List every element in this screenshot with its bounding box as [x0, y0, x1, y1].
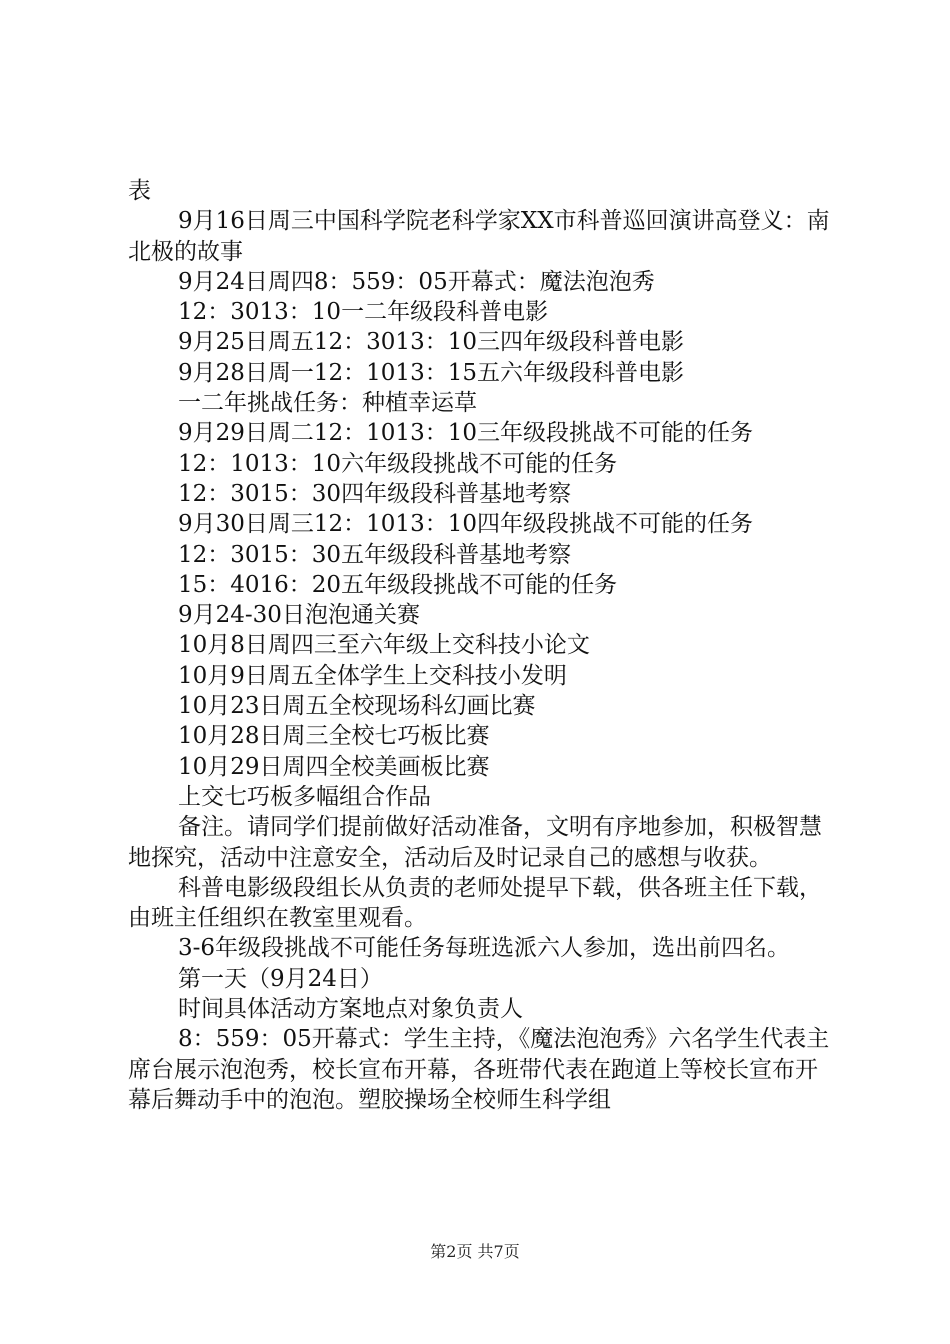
paragraph: 时间具体活动方案地点对象负责人: [178, 996, 523, 1023]
paragraph: 10月8日周四三至六年级上交科技小论文: [178, 632, 590, 659]
paragraph: 上交七巧板多幅组合作品: [178, 783, 431, 810]
paragraph: 9月30日周三12：1013：10四年级段挑战不可能的任务: [178, 511, 753, 538]
paragraph: 备注。请同学们提前做好活动准备，文明有序地参加，积极智慧地探究，活动中注意安全，活动后及时记录自己的感想与收获。: [128, 814, 822, 871]
paragraph: 10月29日周四全校美画板比赛: [178, 753, 490, 780]
document-body: [128, 176, 838, 1115]
paragraph: 8：559：05开幕式：学生主持，《魔法泡泡秀》六名学生代表主席台展示泡泡秀，校长宣布开幕，各班带代表在跑道上等校长宣布开幕后舞动手中的泡泡。塑胶操场全校师生科学组: [128, 1026, 830, 1113]
paragraph: 9月25日周五12：3013：10三四年级段科普电影: [178, 329, 684, 356]
paragraph: 10月23日周五全校现场科幻画比赛: [178, 693, 536, 720]
paragraph: 9月24-30日泡泡通关赛: [178, 602, 420, 629]
page-footer: 第2页 共7页: [430, 1242, 520, 1261]
paragraph: 12：3015：30四年级段科普基地考察: [178, 480, 572, 507]
paragraph: 9月29日周二12：1013：10三年级段挑战不可能的任务: [178, 420, 753, 447]
paragraph: 12：1013：10六年级段挑战不可能的任务: [178, 450, 618, 477]
paragraph: 12：3015：30五年级段科普基地考察: [178, 541, 572, 568]
paragraph: 12：3013：10一二年级段科普电影: [178, 299, 549, 326]
paragraph: 9月24日周四8：559：05开幕式：魔法泡泡秀: [178, 268, 655, 295]
paragraph: 10月28日周三全校七巧板比赛: [178, 723, 490, 750]
paragraph: 10月9日周五全体学生上交科技小发明: [178, 662, 567, 689]
paragraph: 3-6年级段挑战不可能任务每班选派六人参加，选出前四名。: [178, 935, 791, 962]
paragraph: 9月16日周三中国科学院老科学家XX市科普巡回演讲高登义：南北极的故事: [128, 208, 830, 265]
paragraph: 15：4016：20五年级段挑战不可能的任务: [178, 571, 618, 598]
paragraph: 第一天（9月24日）: [178, 965, 383, 992]
paragraph: 一二年挑战任务：种植幸运草: [178, 390, 477, 417]
paragraph: 9月28日周一12：1013：15五六年级段科普电影: [178, 359, 684, 386]
paragraph: 表: [128, 178, 151, 204]
paragraph: 科普电影级段组长从负责的老师处提早下载，供各班主任下载，由班主任组织在教室里观看。: [128, 874, 822, 932]
